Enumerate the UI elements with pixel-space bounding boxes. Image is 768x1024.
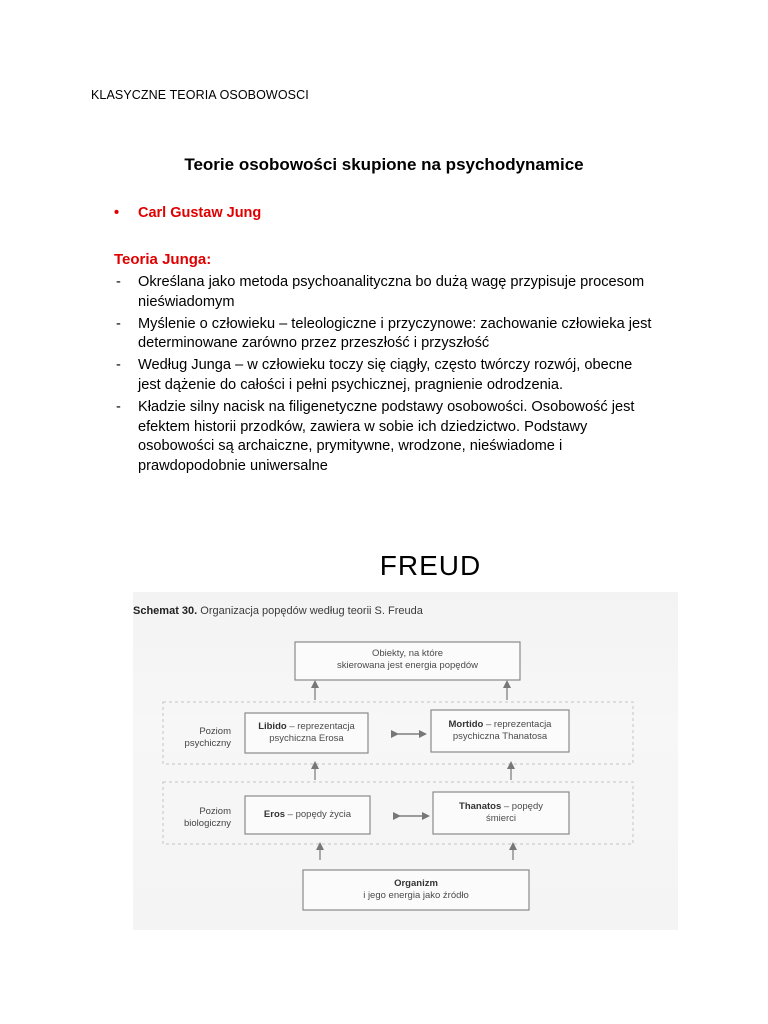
list-item xyxy=(114,315,654,355)
level-label-line: Poziom xyxy=(199,726,231,737)
libido-desc: – reprezentacja xyxy=(286,721,355,732)
bullet-item-jung xyxy=(114,205,261,221)
dash-marker: - xyxy=(116,315,121,332)
subheading-jung-theory: Teoria Junga: xyxy=(114,251,212,268)
eros-box-text xyxy=(245,809,370,821)
dash-marker: - xyxy=(116,398,121,415)
list-item xyxy=(114,398,654,477)
organism-line-2: i jego energia jako źródło xyxy=(363,890,469,901)
libido-term: Libido xyxy=(258,721,287,732)
eros-line-1 xyxy=(245,809,370,821)
thanatos-desc: – popędy xyxy=(501,801,543,812)
objects-box-text xyxy=(295,648,520,672)
list-item-text: Kładzie silny nacisk na filigenetyczne podstawy osobowości. Osobowość jest efektem historii przodków, zawiera w sobie ich dziedzictwo. Podstawy osobowości są archaiczne, prymitywne, wrodzone, nieświadome i prawdopodobnie uniwersalne xyxy=(138,398,635,475)
dash-marker: - xyxy=(116,357,121,374)
section-title: Teorie osobowości skupione na psychodynamice xyxy=(184,155,584,174)
organism-box-text xyxy=(303,878,529,902)
mortido-term: Mortido xyxy=(448,719,484,730)
list-item-text: Określana jako metoda psychoanalityczna bo dużą wagę przypisuje procesom nieświadomym xyxy=(138,274,645,310)
list-item xyxy=(114,356,654,396)
eros-term: Eros xyxy=(263,809,286,820)
level-label-biological xyxy=(161,806,231,830)
objects-line-1: Obiekty, na które xyxy=(371,648,444,659)
thanatos-line-1 xyxy=(433,801,569,813)
libido-line-2: psychiczna Erosa xyxy=(269,733,344,744)
bullet-icon: • xyxy=(114,205,120,221)
freud-scan-image xyxy=(133,520,678,930)
mortido-box-text xyxy=(431,719,569,743)
objects-line-2: skierowana jest energia popędów xyxy=(336,660,478,671)
organism-term: Organizm xyxy=(394,878,438,889)
schema-caption-number: Schemat 30. xyxy=(133,605,198,617)
schema-caption-text: Organizacja popędów według teorii S. Freuda xyxy=(197,605,423,617)
level-label-line: Poziom xyxy=(199,806,231,817)
level-label-line: psychiczny xyxy=(184,738,231,749)
mortido-line-2: psychiczna Thanatosa xyxy=(452,731,548,742)
drive-organization-diagram xyxy=(133,520,678,930)
document-header: KLASYCZNE TEORIA OSOBOWOSCI xyxy=(91,88,309,102)
mortido-desc: – reprezentacja xyxy=(483,719,552,730)
freud-heading: FREUD xyxy=(379,550,482,581)
level-label-psychic xyxy=(161,726,231,750)
organism-line-1 xyxy=(303,878,529,890)
thanatos-term: Thanatos xyxy=(459,801,502,812)
thanatos-line-2: śmierci xyxy=(485,813,517,824)
libido-line-1 xyxy=(245,721,368,733)
mortido-line-1 xyxy=(431,719,569,731)
bullet-text: Carl Gustaw Jung xyxy=(138,205,262,221)
list-item-text: Według Junga – w człowieku toczy się ciągły, często twórczy rozwój, obecne jest dążenie do całości i pełni psychicznej, pragnienie odrodzenia. xyxy=(138,357,633,393)
eros-desc: – popędy życia xyxy=(285,809,352,820)
list-item-text: Myślenie o człowieku – teleologiczne i przyczynowe: zachowanie człowieka jest determinowane zarówno przez przeszłość i przyszłość xyxy=(138,315,652,352)
level-label-line: biologiczny xyxy=(184,818,231,829)
theory-points-list xyxy=(114,273,654,479)
thanatos-box-text xyxy=(433,801,569,825)
dash-marker: - xyxy=(116,274,121,290)
libido-box-text xyxy=(245,721,368,745)
list-item xyxy=(114,273,654,313)
